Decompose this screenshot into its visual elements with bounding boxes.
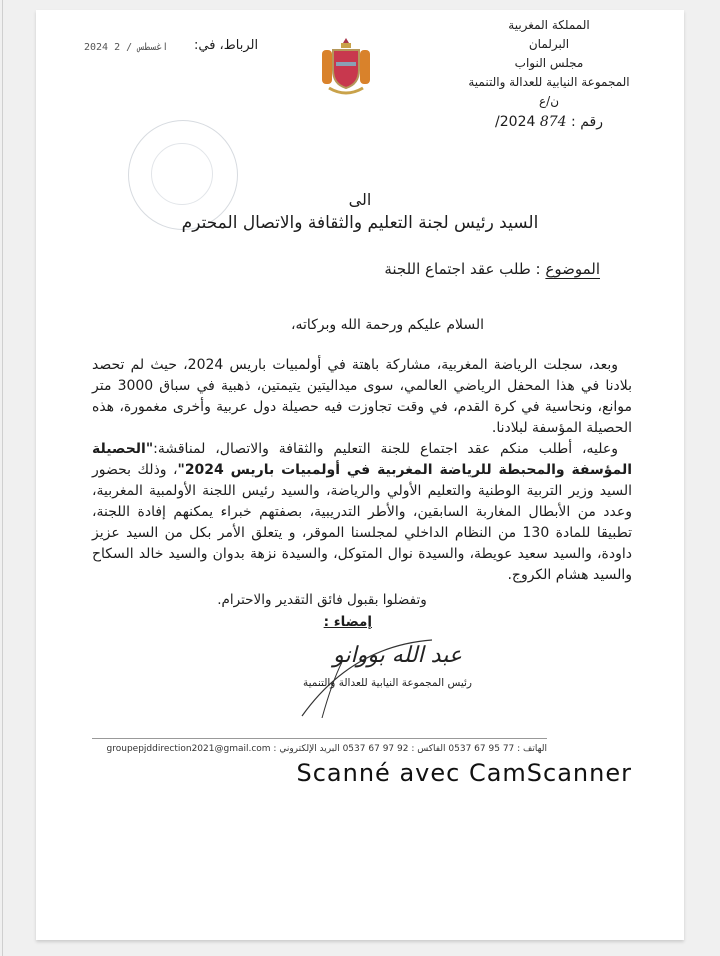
- viewer-edge: [2, 0, 3, 956]
- footer-divider: [92, 738, 547, 739]
- camscanner-watermark: Scanné avec CamScanner: [296, 759, 632, 787]
- meeting-topic: "الحصيلة المؤسفة والمحبطة للرياضة المغربية في أولمبيات باريس 2024": [92, 441, 632, 478]
- handwritten-date: 2024 اغسطس / 2: [84, 42, 169, 53]
- scanned-letter-page: [36, 10, 684, 940]
- letterhead-line: المملكة المغربية: [508, 18, 590, 32]
- subject-label: الموضوع: [545, 260, 600, 278]
- signature-block: [92, 632, 632, 718]
- letterhead-line: المجموعة النيابية للعدالة والتنمية: [468, 75, 630, 89]
- greeting: السلام عليكم ورحمة الله وبركاته،: [290, 317, 484, 333]
- closing: وتفضلوا بقبول فائق التقدير والاحترام.: [217, 592, 427, 608]
- letterhead-line: البرلمان: [528, 37, 570, 51]
- footer-contact: الهاتف : 77 95 67 0537 الفاكس : 92 97 67 0537 البريد الإلكتروني : groupepjddirection2021@gmail.com: [106, 744, 547, 754]
- letter-body: [92, 355, 632, 586]
- reference-number: رقم : 874 2024/: [495, 114, 603, 130]
- recipient-to: الى: [348, 190, 372, 209]
- subject-text: : طلب عقد اجتماع اللجنة: [384, 260, 546, 278]
- letterhead-line: مجلس النواب: [514, 56, 584, 70]
- signature-label: إمضاء :: [323, 614, 372, 630]
- date-label: الرباط، في:: [194, 38, 259, 53]
- letter-flow: [92, 10, 632, 787]
- signatory-name: عبد الله بووانو: [333, 643, 462, 668]
- body-paragraph-2: وعليه، أطلب منكم عقد اجتماع للجنة التعليم والثقافة والاتصال، لمناقشة:"الحصيلة المؤسفة والمحبطة للرياضة المغربية في أولمبيات باريس 2024"، وذلك بحضور السيد وزير التربية الوطنية والتعليم الأولي والرياضة، والسيد رئيس اللجنة الأولمبية المغربية، وعدد من الأبطال المغاربة السابقين، والأطر التدريبية، بصفتهم خبراء يمكنهم إفادة اللجنة، تطبيقا للمادة 130 من النظام الداخلي لمجلسنا الموقر، و يتعلق الأمر بكل من السيد عزيز داودة، والسيد سعيد عويطة، والسيدة نوال المتوكل، والسيدة نزهة بدوان والسيد خالد السكاح والسيد هشام الكروج.: [92, 441, 632, 583]
- recipient-title: السيد رئيس لجنة التعليم والثقافة والاتصال المحترم: [181, 213, 539, 233]
- signatory-title: رئيس المجموعة النيابية للعدالة والتنمية: [302, 677, 472, 689]
- footer-area: [92, 738, 572, 755]
- letterhead-line: ن/ع: [538, 94, 559, 108]
- body-paragraph-1: وبعد، سجلت الرياضة المغربية، مشاركة باهتة في أولمبيات باريس 2024، حيث لم تحصد بلادنا في هذا المحفل الرياضي العالمي، سوى ميداليتين يتيمتين، ذهبية في سباق 3000 متر موانع، ونحاسية في كرة القدم، في وقت تجاوزت فيه حصيلة دول عربية وأخرى مغمورة، هذه الحصيلة المؤسفة لبلادنا.: [92, 357, 632, 436]
